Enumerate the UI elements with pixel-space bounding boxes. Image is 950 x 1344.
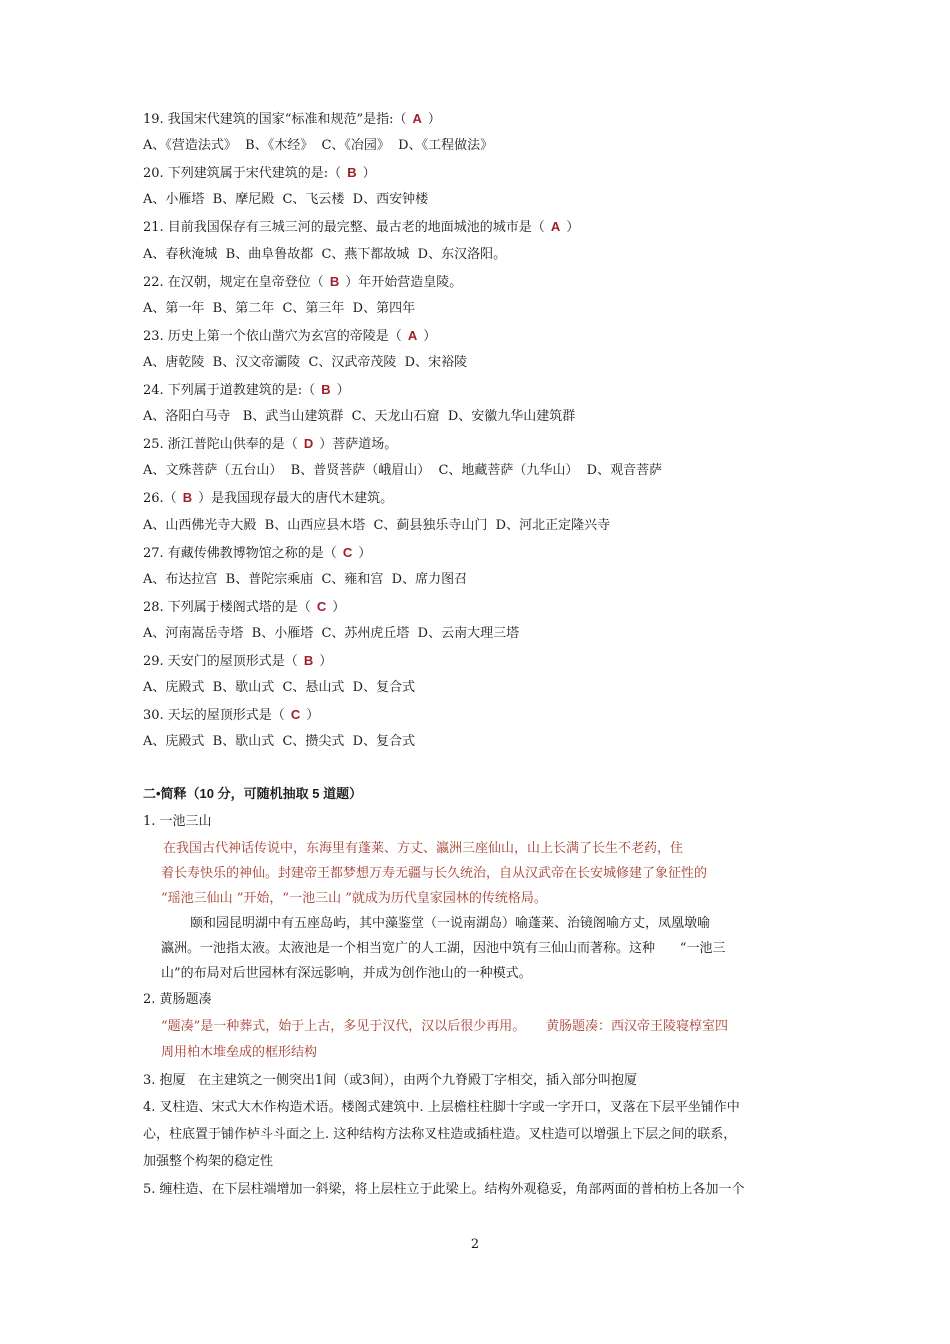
item-text: 周用柏木堆垒成的框形结构 — [161, 1045, 318, 1060]
question-text: 25. 浙江普陀山供奉的是（ — [143, 437, 298, 452]
question-text-end: ） — [423, 329, 437, 344]
question-options: A、庑殿式 B、歇山式 C、攒尖式 D、复合式 — [143, 734, 416, 749]
answer-letter: C — [342, 545, 353, 560]
question-stem — [143, 216, 579, 238]
question-text: 26.（ — [143, 491, 177, 506]
item-text: 加强整个构架的稳定性 — [143, 1154, 274, 1169]
question-text: 30. 天坛的屋顶形式是（ — [143, 708, 285, 723]
item-text: 4. 叉柱造、宋式大木作构造术语。楼阁式建筑中. 上层檐柱柱脚十字或一字开口，叉落在下层平坐铺作中 — [143, 1100, 740, 1115]
answer-letter: A — [407, 328, 418, 343]
answer-letter: B — [329, 274, 340, 289]
answer-letter: B — [321, 382, 331, 397]
question-stem — [143, 650, 332, 672]
item-title: 2. 黄肠题凑 — [143, 992, 212, 1007]
answer-letter: A — [550, 219, 561, 234]
question-stem — [143, 596, 345, 618]
question-text: 28. 下列属于楼阁式塔的是（ — [143, 600, 311, 615]
question-stem — [143, 542, 371, 564]
question-options: A、小雁塔 B、摩尼殿 C、飞云楼 D、西安钟楼 — [143, 192, 429, 207]
question-text-end: ）菩萨道场。 — [319, 437, 398, 452]
question-text-end: ）是我国现存最大的唐代木建筑。 — [198, 491, 394, 506]
item-text: “瑶池三仙山 ”开始，“一池三山 ”就成为历代皇家园林的传统格局。 — [161, 891, 547, 906]
item-text: 山”的布局对后世园林有深远影响，并成为创作池山的一种模式。 — [161, 966, 532, 981]
item-text: 着长寿快乐的神仙。封建帝王都梦想万寿无疆与长久统治，自从汉武帝在长安城修建了象征性的 — [161, 866, 708, 881]
question-text-end: ） — [306, 708, 320, 723]
question-text-end: ） — [332, 600, 346, 615]
question-stem — [143, 433, 397, 455]
question-stem — [143, 379, 350, 401]
question-text-end: ）年开始营造皇陵。 — [345, 275, 463, 290]
question-text: 23. 历史上第一个依山凿穴为玄宫的帝陵是（ — [143, 329, 402, 344]
question-options: A、庑殿式 B、歇山式 C、悬山式 D、复合式 — [143, 680, 416, 695]
item-text: 3. 抱厦 在主建筑之一侧突出1间（或3间），由两个九脊殿丁字相交，插入部分叫抱厦 — [143, 1073, 637, 1088]
page-number: 2 — [470, 1237, 480, 1252]
item-text: 5. 缠柱造、在下层柱端增加一斜梁，将上层柱立于此梁上。结构外观稳妥，角部两面的普柏枋上各加一个 — [143, 1182, 745, 1197]
question-stem — [143, 325, 436, 347]
question-stem — [143, 108, 441, 130]
item-text: “题凑”是一种葬式，始于上古，多见于汉代，汉以后很少再用。 黄肠题凑：西汉帝王陵寝椁室四 — [161, 1019, 728, 1034]
question-text-end: ） — [319, 654, 333, 669]
question-text: 29. 天安门的屋顶形式是（ — [143, 654, 298, 669]
question-text: 27. 有藏传佛教博物馆之称的是（ — [143, 546, 337, 561]
question-options: A、第一年 B、第二年 C、第三年 D、第四年 — [143, 301, 416, 316]
question-options: A、《营造法式》 B、《木经》 C、《冶园》 D、《工程做法》 — [143, 138, 494, 153]
answer-letter: B — [182, 490, 193, 505]
question-text: 24. 下列属于道教建筑的是:（ — [143, 383, 316, 398]
item-text: 心，柱底置于铺作栌斗斗面之上. 这种结构方法称叉柱造或插柱造。叉柱造可以增强上下层之间的联系， — [143, 1127, 737, 1142]
question-stem — [143, 162, 376, 184]
question-options: A、文殊菩萨（五台山） B、普贤菩萨（峨眉山） C、地藏菩萨（九华山） D、观音菩萨 — [143, 463, 663, 478]
answer-letter: C — [290, 707, 301, 722]
question-text: 22. 在汉朝，规定在皇帝登位（ — [143, 275, 324, 290]
question-text-end: ） — [336, 383, 350, 398]
question-text-end: ） — [427, 112, 441, 127]
answer-letter: B — [347, 165, 357, 180]
question-stem — [143, 271, 462, 293]
question-stem — [143, 704, 319, 726]
question-text: 21. 目前我国保存有三城三河的最完整、最古老的地面城池的城市是（ — [143, 220, 545, 235]
question-options: A、山西佛光寺大殿 B、山西应县木塔 C、蓟县独乐寺山门 D、河北正定隆兴寺 — [143, 518, 611, 533]
question-text-end: ） — [358, 546, 372, 561]
question-text: 20. 下列建筑属于宋代建筑的是:（ — [143, 166, 342, 181]
answer-letter: B — [303, 653, 314, 668]
answer-letter: A — [412, 111, 422, 126]
question-options: A、春秋淹城 B、曲阜鲁故都 C、燕下都故城 D、东汉洛阳。 — [143, 247, 507, 262]
question-options: A、河南嵩岳寺塔 B、小雁塔 C、苏州虎丘塔 D、云南大理三塔 — [143, 626, 520, 641]
answer-letter: D — [303, 436, 314, 451]
section-title: 二•简释（10 分，可随机抽取 5 道题） — [143, 786, 363, 801]
answer-letter: C — [316, 599, 327, 614]
item-text: 瀛洲。一池指太液。太液池是一个相当宽广的人工湖，因池中筑有三仙山而著称。这种 “一池三 — [161, 941, 726, 956]
question-options: A、洛阳白马寺 B、武当山建筑群 C、天龙山石窟 D、安徽九华山建筑群 — [143, 409, 576, 424]
item-title: 1. 一池三山 — [143, 814, 212, 829]
item-text: 在我国古代神话传说中，东海里有蓬莱、方丈、瀛洲三座仙山，山上长满了长生不老药，住 — [163, 841, 684, 856]
question-text-end: ） — [362, 166, 376, 181]
question-text: 19. 我国宋代建筑的国家“标准和规范”是指:（ — [143, 112, 407, 127]
question-stem — [143, 487, 393, 509]
question-text-end: ） — [566, 220, 580, 235]
question-options: A、唐乾陵 B、汉文帝灞陵 C、汉武帝茂陵 D、宋裕陵 — [143, 355, 468, 370]
item-text: 颐和园昆明湖中有五座岛屿，其中藻鉴堂（一说南湖岛）喻蓬莱、治镜阁喻方丈，凤凰墩喻 — [190, 916, 711, 931]
question-options: A、布达拉宫 B、普陀宗乘庙 C、雍和宫 D、席力图召 — [143, 572, 468, 587]
